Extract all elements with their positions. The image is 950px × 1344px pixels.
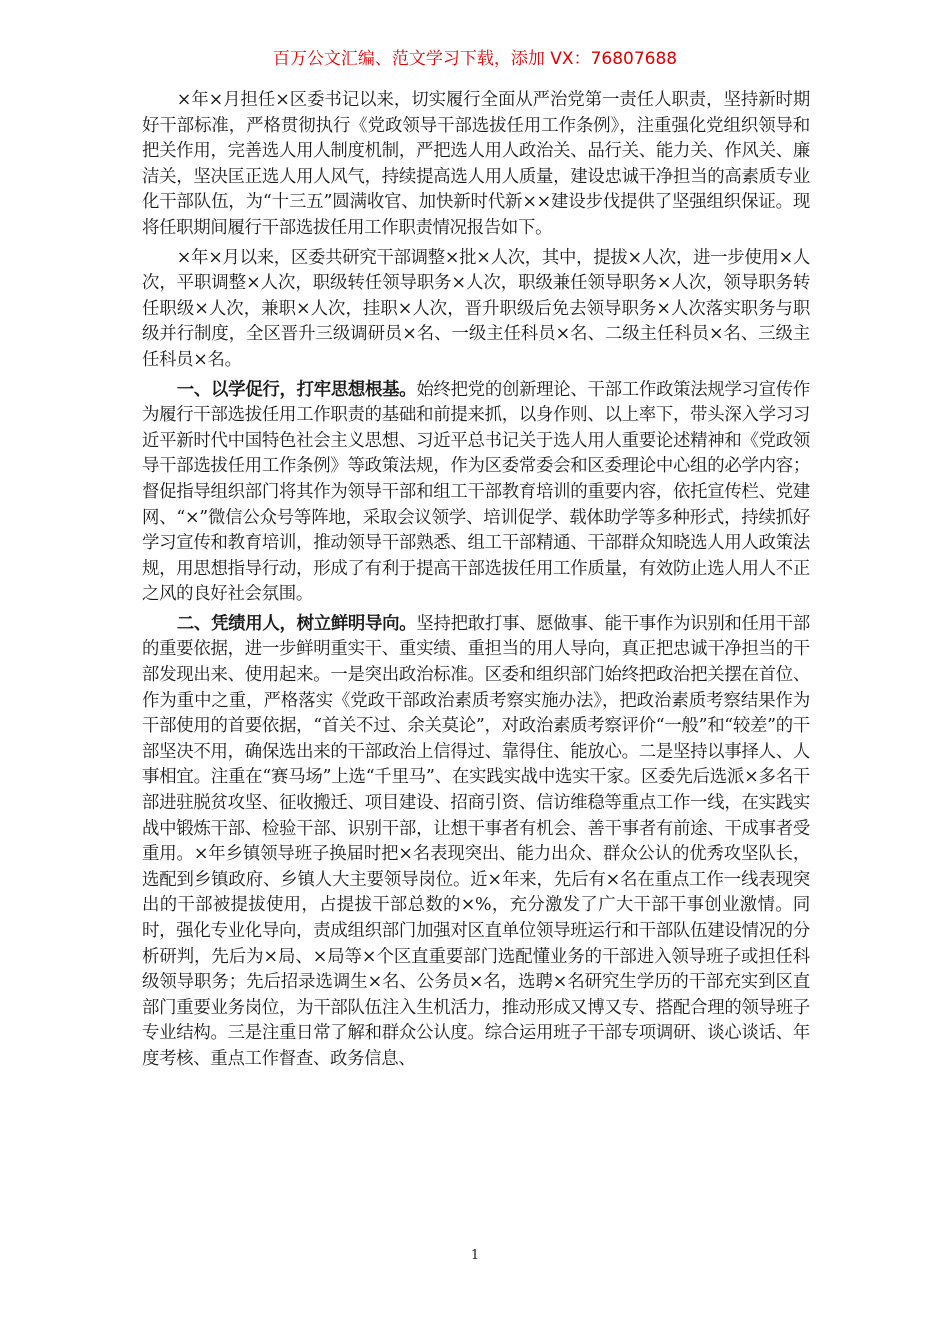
section-1-heading: 一、以学促行，打牢思想根基。 xyxy=(176,379,417,400)
document-body xyxy=(142,88,810,1077)
watermark-header: 百万公文汇编、范文学习下载，添加 VX：76807688 xyxy=(272,49,678,69)
paragraph-section-1: 一、以学促行，打牢思想根基。始终把党的创新理论、干部工作政策法规学习宣传作为履行干部选拔任用工作职责的基础和前提来抓，以身作则、以上率下，带头深入学习习近平新时代中国特色社会主义思想、习近平总书记关于选人用人重要论述精神和《党政领导干部选拔任用工作条例》等政策法规，作为区委常委会和区委理论中心组的必学内容；督促指导组织部门将其作为领导干部和组工干部教育培训的重要内容，依托宣传栏、党建网、“×”微信公众号等阵地，采取会议领学、培训促学、载体助学等多种形式，持续抓好学习宣传和教育培训，推动领导干部熟悉、组工干部精通、干部群众知晓选人用人政策法规，用思想指导行动，形成了有利于提高干部选拔任用工作质量，有效防止选人用人不正之风的良好社会氛围。 xyxy=(142,379,810,605)
paragraph-statistics: ×年×月以来，区委共研究干部调整×批×人次，其中，提拔×人次，进一步使用×人次，平职调整×人次，职级转任领导职务×人次，职级兼任领导职务×人次，领导职务转任职级×人次，兼职×人次，挂职×人次，晋升职级后免去领导职务×人次落实职务与职级并行制度，全区晋升三级调研员×名、一级主任科员×名、二级主任科员×名、三级主任科员×名。 xyxy=(142,247,810,370)
section-2-heading: 二、凭绩用人，树立鲜明导向。 xyxy=(176,613,417,634)
page-number: 1 xyxy=(470,1248,480,1263)
paragraph-intro: ×年×月担任×区委书记以来，切实履行全面从严治党第一责任人职责，坚持新时期好干部标准，严格贯彻执行《党政领导干部选拔任用工作条例》，注重强化党组织领导和把关作用，完善选人用人制度机制，严把选人用人政治关、品行关、能力关、作风关、廉洁关，坚决匡正选人用人风气，持续提高选人用人质量，建设忠诚干净担当的高素质专业化干部队伍，为“十三五”圆满收官、加快新时代新××建设步伐提供了坚强组织保证。现将任职期间履行干部选拔任用工作职责情况报告如下。 xyxy=(142,90,810,238)
paragraph-section-2: 二、凭绩用人，树立鲜明导向。坚持把敢打事、愿做事、能干事作为识别和任用干部的重要依据，进一步鲜明重实干、重实绩、重担当的用人导向，真正把忠诚干净担当的干部发现出来、使用起来。一是突出政治标准。区委和组织部门始终把政治把关摆在首位、作为重中之重，严格落实《党政干部政治素质考察实施办法》，把政治素质考察结果作为干部使用的首要依据，“首关不过、余关莫论”，对政治素质考察评价“一般”和“较差”的干部坚决不用，确保选出来的干部政治上信得过、靠得住、能放心。二是坚持以事择人、人事相宜。注重在“赛马场”上选“千里马”、在实践实战中选实干家。区委先后选派×多名干部进驻脱贫攻坚、征收搬迁、项目建设、招商引资、信访维稳等重点工作一线，在实践实战中锻炼干部、检验干部、识别干部，让想干事者有机会、善干事者有前途、干成事者受重用。×年乡镇领导班子换届时把×名表现突出、能力出众、群众公认的优秀攻坚队长，选配到乡镇政府、乡镇人大主要领导岗位。近×年来，先后有×名在重点工作一线表现突出的干部被提拔使用，占提拔干部总数的×%，充分激发了广大干部干事创业激情。同时，强化专业化导向，责成组织部门加强对区直单位领导班运行和干部队伍建设情况的分析研判，先后为×局、×局等×个区直重要部门选配懂业务的干部进入领导班子或担任科级领导职务；先后招录选调生×名、公务员×名，选聘×名研究生学历的干部充实到区直部门重要业务岗位，为干部队伍注入生机活力，推动形成又博又专、搭配合理的领导班子专业结构。三是注重日常了解和群众公认度。综合运用班子干部专项调研、谈心谈话、年度考核、重点工作督查、政务信息、 xyxy=(142,613,810,1069)
